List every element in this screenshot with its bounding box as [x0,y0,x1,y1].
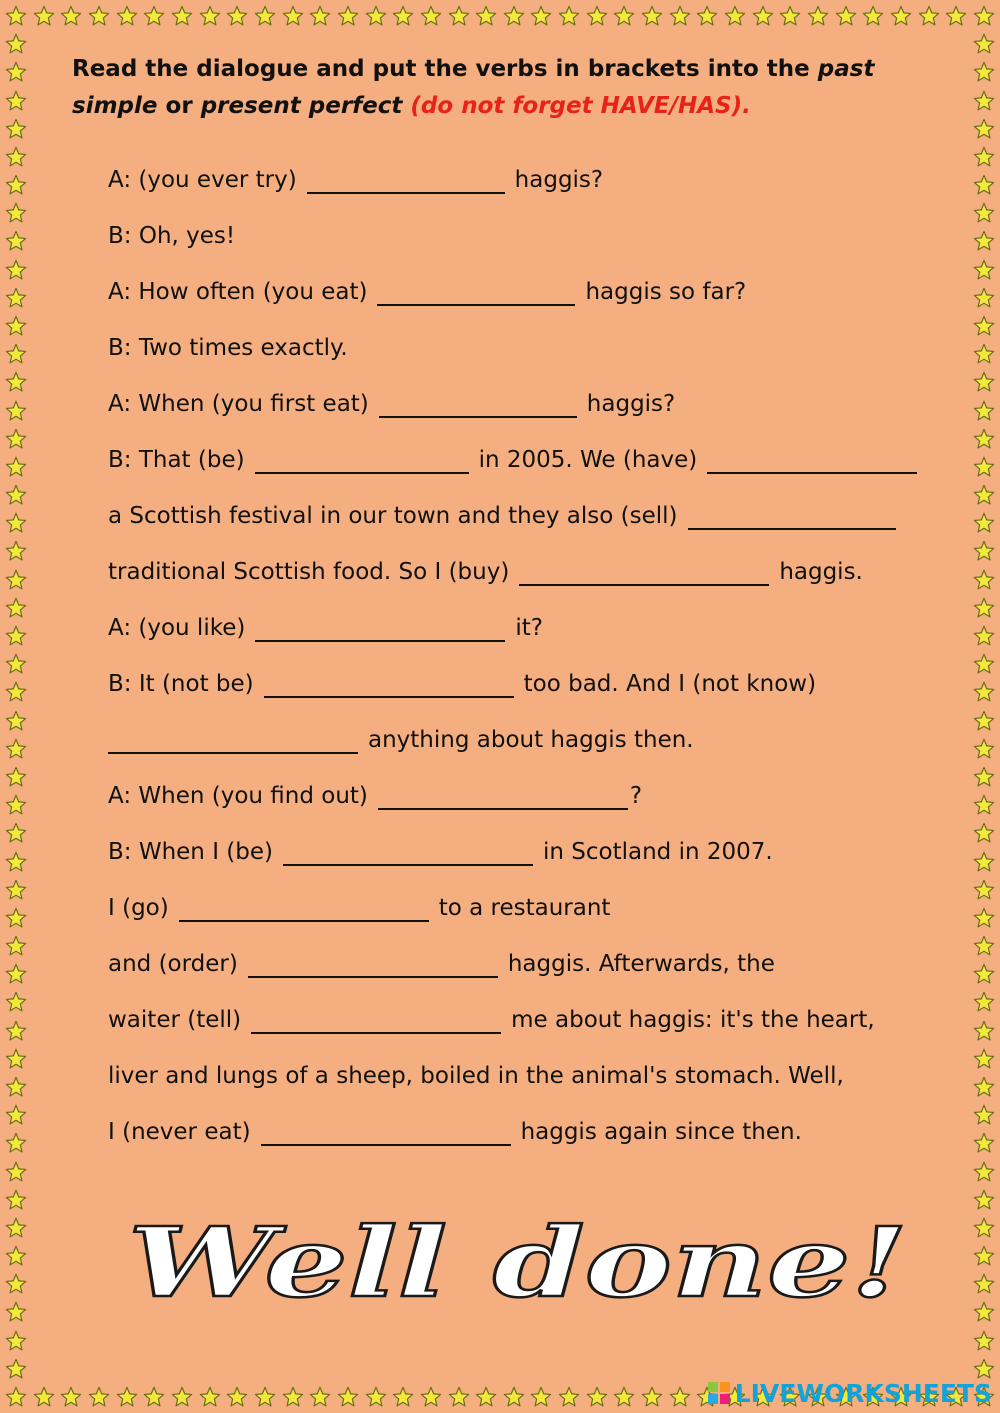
star-icon [503,5,525,27]
star-icon [973,484,995,506]
star-icon [641,1386,663,1408]
star-icon [88,1386,110,1408]
line-text: haggis so far? [585,279,747,305]
line-text: B: That (be) [108,447,245,473]
star-icon [5,1020,27,1042]
star-icon [5,1386,27,1408]
star-icon [5,202,27,224]
well-done-banner [118,1208,918,1318]
line-text: B: When I (be) [108,839,273,865]
star-icon [503,1386,525,1408]
star-icon [254,5,276,27]
star-icon [5,935,27,957]
star-icon [116,5,138,27]
line-text: it? [515,615,543,641]
star-icon [171,1386,193,1408]
star-icon [5,681,27,703]
star-icon [973,738,995,760]
star-icon [973,653,995,675]
answer-blank[interactable] [283,838,533,866]
star-icon [254,1386,276,1408]
star-icon [862,5,884,27]
star-icon [5,287,27,309]
answer-blank[interactable] [307,166,505,194]
dialogue-line [108,330,348,366]
liveworksheets-logo-icon [707,1381,731,1405]
star-icon [337,1386,359,1408]
star-icon [973,174,995,196]
star-icon [5,963,27,985]
star-icon [973,230,995,252]
star-icon [5,146,27,168]
instructions [72,51,932,125]
star-icon [973,1161,995,1183]
instructions-reminder: (do not forget HAVE/HAS). [410,93,751,119]
star-icon [5,484,27,506]
star-icon [973,1245,995,1267]
star-icon [835,5,857,27]
star-icon [5,259,27,281]
star-icon [558,5,580,27]
star-icon [669,5,691,27]
star-icon [890,5,912,27]
answer-blank[interactable] [108,726,358,754]
star-icon [143,1386,165,1408]
line-text: a Scottish festival in our town and they also (sell) [108,503,678,529]
star-icon [973,1048,995,1070]
star-icon [973,400,995,422]
star-icon [973,1076,995,1098]
star-icon [613,5,635,27]
star-icon [613,1386,635,1408]
line-text: haggis. [779,559,863,585]
line-text: too bad. And I (not know) [523,671,817,697]
dialogue-line [108,1058,844,1094]
star-icon [945,5,967,27]
star-icon [475,5,497,27]
star-icon [973,907,995,929]
star-icon [5,343,27,365]
dialogue-line [108,946,775,982]
star-icon [475,1386,497,1408]
line-text: anything about haggis then. [368,727,694,753]
star-icon [420,5,442,27]
line-text: haggis. Afterwards, the [507,951,775,977]
star-icon [60,1386,82,1408]
star-icon [5,1301,27,1323]
dialogue-line [108,666,816,702]
line-text: A: (you like) [108,615,246,641]
star-icon [973,1189,995,1211]
star-icon [973,1104,995,1126]
star-icon [5,907,27,929]
star-icon [199,1386,221,1408]
star-icon [530,1386,552,1408]
star-icon [973,1217,995,1239]
star-icon [420,1386,442,1408]
star-icon [973,118,995,140]
star-icon [696,5,718,27]
star-icon [5,710,27,732]
instructions-tense-2: present perfect [200,93,403,119]
star-icon [807,5,829,27]
star-icon [5,738,27,760]
answer-blank[interactable] [264,670,514,698]
star-icon [973,822,995,844]
line-text: B: Oh, yes! [108,223,236,249]
star-icon [5,118,27,140]
star-icon [973,259,995,281]
star-icon [5,1358,27,1380]
dialogue-line [108,218,235,254]
star-icon [365,1386,387,1408]
star-icon [5,569,27,591]
star-icon [226,5,248,27]
instructions-tense-1: past simple [72,56,875,119]
dialogue-line [108,1002,875,1038]
star-icon [973,879,995,901]
star-icon [5,33,27,55]
star-icon [5,991,27,1013]
star-icon [392,5,414,27]
star-icon [5,822,27,844]
star-icon [143,5,165,27]
star-icon [973,1273,995,1295]
dialogue-line [108,834,773,870]
star-icon [365,5,387,27]
star-icon [973,851,995,873]
answer-blank[interactable] [688,502,896,530]
star-icon [5,371,27,393]
star-icon [973,1301,995,1323]
star-icon [5,766,27,788]
answer-blank[interactable] [255,614,505,642]
star-icon [973,963,995,985]
brand-watermark [707,1379,992,1407]
dialogue-line [108,162,603,198]
line-text: to a restaurant [438,895,611,921]
answer-blank[interactable] [255,446,469,474]
star-icon [199,5,221,27]
star-icon [973,5,995,27]
line-text: and (order) [108,951,238,977]
star-icon [973,428,995,450]
line-text: liver and lungs of a sheep, boiled in the animal's stomach. Well, [108,1063,844,1089]
line-text: I (never eat) [108,1119,251,1145]
star-icon [641,5,663,27]
line-text: A: When (you first eat) [108,391,369,417]
star-icon [973,935,995,957]
star-icon [282,1386,304,1408]
dialogue-line [108,274,746,310]
answer-blank[interactable] [261,1118,511,1146]
star-icon [973,287,995,309]
star-icon [60,5,82,27]
star-icon [5,879,27,901]
star-icon [282,5,304,27]
line-text: A: How often (you eat) [108,279,368,305]
star-icon [448,5,470,27]
star-icon [586,1386,608,1408]
star-icon [973,540,995,562]
dialogue-line [108,610,543,646]
star-icon [973,315,995,337]
star-icon [5,1330,27,1352]
star-icon [973,512,995,534]
well-done-text: Well done! [128,1208,908,1318]
line-text: traditional Scottish food. So I (buy) [108,559,510,585]
star-icon [973,794,995,816]
dialogue-line [108,442,917,478]
star-icon [5,851,27,873]
instructions-text: Read the dialogue and put the verbs in brackets into the [72,56,810,82]
star-icon [973,1330,995,1352]
star-icon [5,625,27,647]
star-icon [5,1132,27,1154]
line-text: A: When (you find out) [108,783,368,809]
answer-blank[interactable] [377,278,575,306]
star-icon [973,569,995,591]
star-icon [530,5,552,27]
star-icon [5,61,27,83]
star-icon [33,1386,55,1408]
star-icon [448,1386,470,1408]
star-icon [779,5,801,27]
star-icon [973,371,995,393]
star-icon [973,710,995,732]
star-icon [669,1386,691,1408]
star-icon [973,597,995,619]
star-icon [309,1386,331,1408]
star-icon [973,625,995,647]
star-icon [973,146,995,168]
dialogue-line [108,722,694,758]
brand-text: LIVEWORKSHEETS [734,1378,992,1408]
answer-blank[interactable] [251,1006,501,1034]
answer-blank[interactable] [378,782,628,810]
star-icon [309,5,331,27]
star-icon [5,1076,27,1098]
star-icon [973,1132,995,1154]
star-icon [5,1217,27,1239]
dialogue-line [108,498,896,534]
star-icon [5,456,27,478]
line-text: haggis? [514,167,604,193]
line-text: haggis again since then. [520,1119,802,1145]
star-icon [88,5,110,27]
star-icon [973,90,995,112]
star-icon [973,343,995,365]
answer-blank[interactable] [707,446,917,474]
star-icon [5,1273,27,1295]
line-text: B: Two times exactly. [108,335,348,361]
star-icon [5,428,27,450]
star-icon [973,202,995,224]
star-icon [5,1161,27,1183]
line-text: I (go) [108,895,169,921]
star-icon [33,5,55,27]
star-icon [5,315,27,337]
line-text: B: It (not be) [108,671,254,697]
star-icon [5,5,27,27]
star-icon [973,766,995,788]
line-text: me about haggis: it's the heart, [511,1007,875,1033]
star-icon [5,540,27,562]
line-text: A: (you ever try) [108,167,297,193]
star-icon [973,456,995,478]
line-text: in Scotland in 2007. [543,839,773,865]
star-icon [5,400,27,422]
star-icon [5,90,27,112]
star-icon [5,230,27,252]
line-text: waiter (tell) [108,1007,242,1033]
line-text: ? [629,783,643,809]
star-icon [973,61,995,83]
star-icon [5,794,27,816]
star-icon [973,681,995,703]
dialogue-line [108,386,675,422]
star-icon [973,33,995,55]
star-icon [724,5,746,27]
dialogue-line [108,554,863,590]
star-icon [392,1386,414,1408]
star-icon [5,1245,27,1267]
star-icon [171,5,193,27]
instructions-or: or [165,93,193,119]
line-text: in 2005. We (have) [478,447,698,473]
star-icon [5,1104,27,1126]
star-icon [5,1189,27,1211]
star-icon [5,512,27,534]
star-icon [752,5,774,27]
answer-blank[interactable] [248,950,498,978]
answer-blank[interactable] [379,390,577,418]
star-icon [973,1020,995,1042]
star-icon [5,174,27,196]
star-icon [5,653,27,675]
dialogue-line [108,778,642,814]
star-icon [5,597,27,619]
star-icon [558,1386,580,1408]
star-icon [5,1048,27,1070]
star-icon [973,991,995,1013]
line-text: haggis? [586,391,676,417]
dialogue-line [108,890,610,926]
star-icon [116,1386,138,1408]
star-icon [586,5,608,27]
answer-blank[interactable] [179,894,429,922]
star-icon [973,1358,995,1380]
star-icon [918,5,940,27]
dialogue-line [108,1114,802,1150]
answer-blank[interactable] [519,558,769,586]
star-icon [226,1386,248,1408]
star-icon [337,5,359,27]
